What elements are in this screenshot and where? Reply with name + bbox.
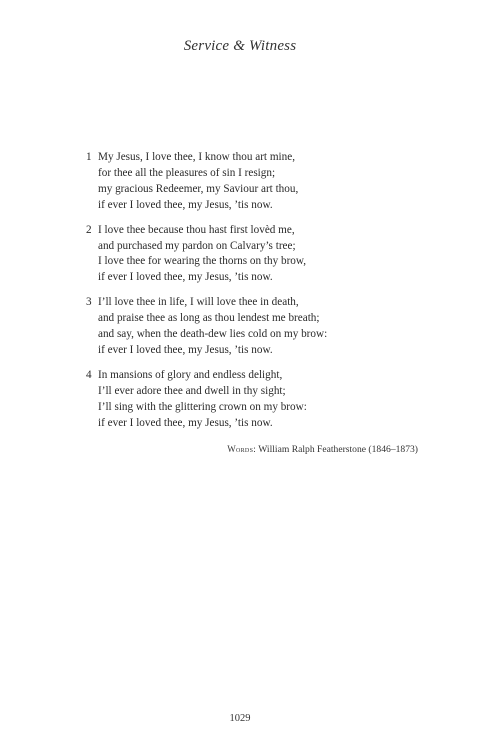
verse-line: In mansions of glory and endless delight,: [98, 368, 283, 381]
verse-1: [86, 150, 446, 214]
verse-line: for thee all the pleasures of sin I resign;: [98, 166, 276, 179]
verse-line: I’ll love thee in life, I will love thee in death,: [98, 296, 299, 309]
words-credit: [227, 444, 418, 455]
page-number: 1029: [229, 713, 251, 724]
verse-line: and say, when the death-dew lies cold on my brow:: [98, 328, 328, 341]
verse-line: and praise thee as long as thou lendest me breath;: [98, 312, 320, 325]
verse-number: 2: [86, 223, 92, 236]
verse-line: if ever I loved thee, my Jesus, ’tis now.: [98, 198, 273, 211]
credit-author: William Ralph Featherstone (1846–1873): [258, 444, 418, 455]
verse-line: if ever I loved thee, my Jesus, ’tis now.: [98, 343, 273, 356]
verse-4: [86, 368, 446, 432]
verse-line: my gracious Redeemer, my Saviour art thou,: [98, 182, 299, 195]
verse-line: I love thee for wearing the thorns on thy brow,: [98, 255, 307, 268]
verse-line: if ever I loved thee, my Jesus, ’tis now.: [98, 271, 273, 284]
verse-line: I’ll ever adore thee and dwell in thy sight;: [98, 384, 286, 397]
verse-2: [86, 223, 446, 287]
verse-line: I’ll sing with the glittering crown on my brow:: [98, 400, 307, 413]
verse-3: [86, 295, 446, 359]
section-title: Service & Witness: [183, 38, 297, 54]
verse-line: and purchased my pardon on Calvary’s tree;: [98, 239, 296, 252]
verse-line: My Jesus, I love thee, I know thou art mine,: [98, 151, 295, 163]
credit-label: Words:: [227, 444, 257, 454]
hymn-verses: [86, 150, 446, 441]
verse-number: 1: [86, 151, 92, 163]
verse-number: 3: [86, 296, 92, 309]
verse-line: if ever I loved thee, my Jesus, ’tis now.: [98, 416, 273, 429]
verse-line: I love thee because thou hast first lovèd me,: [98, 223, 295, 236]
verse-number: 4: [86, 368, 92, 381]
